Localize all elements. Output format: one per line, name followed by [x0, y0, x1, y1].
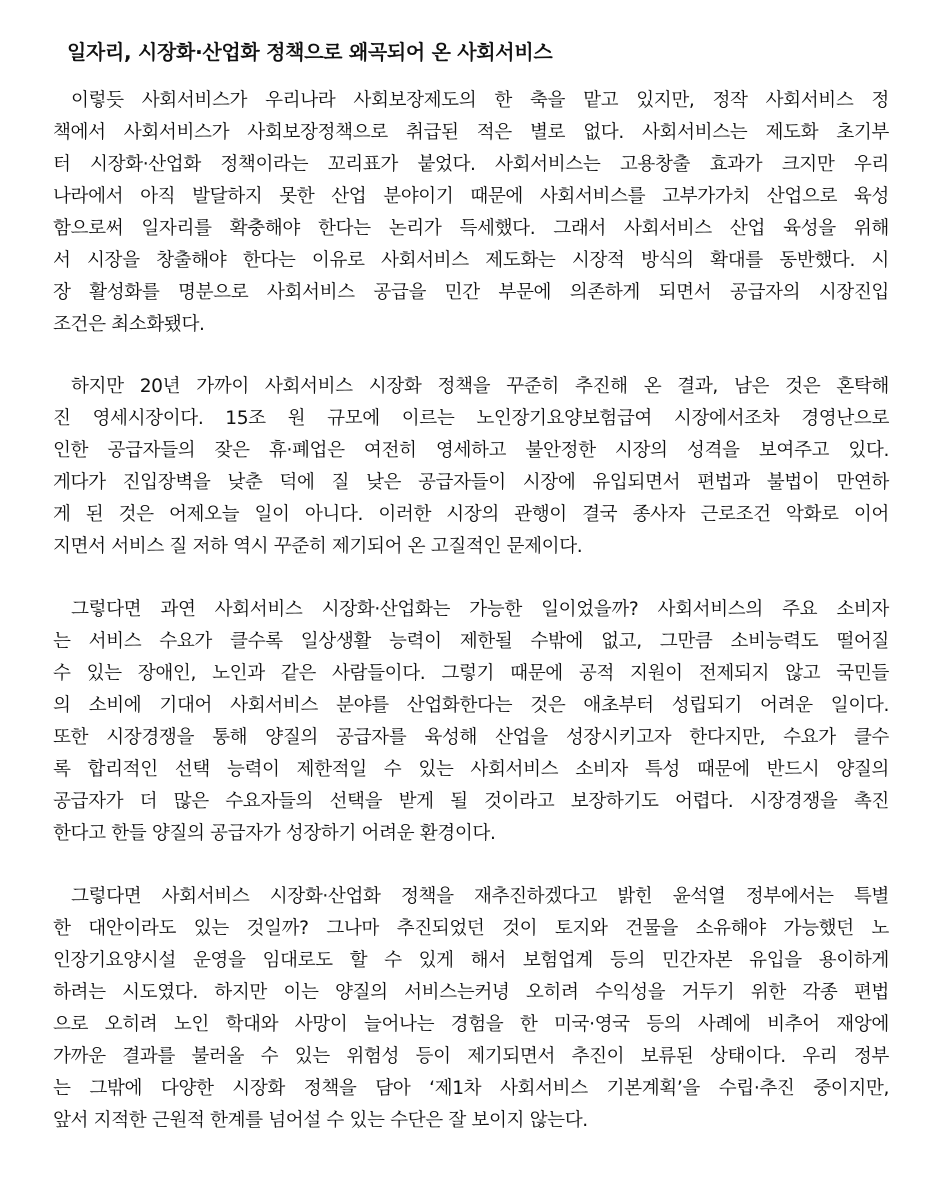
paragraph-line: 함으로써 일자리를 확충해야 한다는 논리가 득세했다. 그래서 사회서비스 산업 육성을 위해	[53, 218, 889, 239]
paragraph-line: 또한 시장경쟁을 통해 양질의 공급자를 육성해 산업을 성장시키고자 한다지만, 수요가 클수	[53, 727, 889, 748]
paragraph-line: 가까운 결과를 불러올 수 있는 위험성 등이 제기되면서 추진이 보류된 상태이다. 우리 정부	[53, 1046, 889, 1067]
paragraph-line: 공급자가 더 많은 수요자들의 선택을 받게 될 것이라고 보장하기도 어렵다. 시장경쟁을 촉진	[53, 791, 889, 812]
paragraph-line: 한다고 한들 양질의 공급자가 성장하기 어려운 환경이다.	[53, 823, 496, 844]
paragraph-line: 하려는 시도였다. 하지만 이는 양질의 서비스는커녕 오히려 수익성을 거두기 위한 각종 편법	[53, 982, 889, 1003]
paragraph-line: 하지만 20년 가까이 사회서비스 시장화 정책을 꾸준히 추진해 온 결과, 남은 것은 혼탁해	[71, 376, 889, 397]
paragraph-line: 장 활성화를 명분으로 사회서비스 공급을 민간 부문에 의존하게 되면서 공급자의 시장진입	[53, 282, 889, 303]
paragraph-line: 는 서비스 수요가 클수록 일상생활 능력이 제한될 수밖에 없고, 그만큼 소비능력도 떨어질	[53, 631, 889, 652]
paragraph-4	[53, 881, 889, 1137]
paragraph-line: 진 영세시장이다. 15조 원 규모에 이르는 노인장기요양보험급여 시장에서조차 경영난으로	[53, 408, 889, 429]
paragraph-line: 조건은 최소화됐다.	[53, 314, 205, 335]
paragraph-line: 터 시장화·산업화 정책이라는 꼬리표가 붙었다. 사회서비스는 고용창출 효과가 크지만 우리	[53, 154, 889, 175]
paragraph-line: 수 있는 장애인, 노인과 같은 사람들이다. 그렇기 때문에 공적 지원이 전제되지 않고 국민들	[53, 663, 889, 684]
paragraph-line: 으로 오히려 노인 학대와 사망이 늘어나는 경험을 한 미국·영국 등의 사례에 비추어 재앙에	[53, 1014, 889, 1035]
section-heading: 일자리, 시장화·산업화 정책으로 왜곡되어 온 사회서비스	[67, 40, 553, 64]
paragraph-line: 인한 공급자들의 잦은 휴·폐업은 여전히 영세하고 불안정한 시장의 성격을 보여주고 있다.	[53, 440, 889, 461]
paragraph-line: 의 소비에 기대어 사회서비스 분야를 산업화한다는 것은 애초부터 성립되기 어려운 일이다.	[53, 695, 889, 716]
paragraph-line: 는 그밖에 다양한 시장화 정책을 담아 ‘제1차 사회서비스 기본계획’을 수립·추진 중이지만,	[53, 1078, 889, 1099]
paragraph-line: 지면서 서비스 질 저하 역시 꾸준히 제기되어 온 고질적인 문제이다.	[53, 536, 583, 557]
paragraph-1	[53, 85, 889, 341]
paragraph-3	[53, 594, 889, 850]
paragraph-line: 책에서 사회서비스가 사회보장정책으로 취급된 적은 별로 없다. 사회서비스는 제도화 초기부	[53, 122, 889, 143]
paragraph-line: 그렇다면 사회서비스 시장화·산업화 정책을 재추진하겠다고 밝힌 윤석열 정부에서는 특별	[71, 886, 889, 907]
paragraph-line: 게 된 것은 어제오늘 일이 아니다. 이러한 시장의 관행이 결국 종사자 근로조건 악화로 이어	[53, 504, 889, 525]
paragraph-line: 앞서 지적한 근원적 한계를 넘어설 수 있는 수단은 잘 보이지 않는다.	[53, 1110, 588, 1131]
paragraph-line: 나라에서 아직 발달하지 못한 산업 분야이기 때문에 사회서비스를 고부가가치 산업으로 육성	[53, 186, 889, 207]
paragraph-line: 게다가 진입장벽을 낮춘 덕에 질 낮은 공급자들이 시장에 유입되면서 편법과 불법이 만연하	[53, 472, 889, 493]
paragraph-line: 인장기요양시설 운영을 임대로도 할 수 있게 해서 보험업계 등의 민간자본 유입을 용이하게	[53, 950, 889, 971]
paragraph-line: 이렇듯 사회서비스가 우리나라 사회보장제도의 한 축을 맡고 있지만, 정작 사회서비스 정	[71, 90, 889, 111]
paragraph-2	[53, 371, 889, 563]
paragraph-line: 록 합리적인 선택 능력이 제한적일 수 있는 사회서비스 소비자 특성 때문에 반드시 양질의	[53, 759, 889, 780]
paragraph-line: 한 대안이라도 있는 것일까? 그나마 추진되었던 것이 토지와 건물을 소유해야 가능했던 노	[53, 918, 889, 939]
paragraph-line: 그렇다면 과연 사회서비스 시장화·산업화는 가능한 일이었을까? 사회서비스의 주요 소비자	[71, 599, 889, 620]
paragraph-line: 서 시장을 창출해야 한다는 이유로 사회서비스 제도화는 시장적 방식의 확대를 동반했다. 시	[53, 250, 889, 271]
